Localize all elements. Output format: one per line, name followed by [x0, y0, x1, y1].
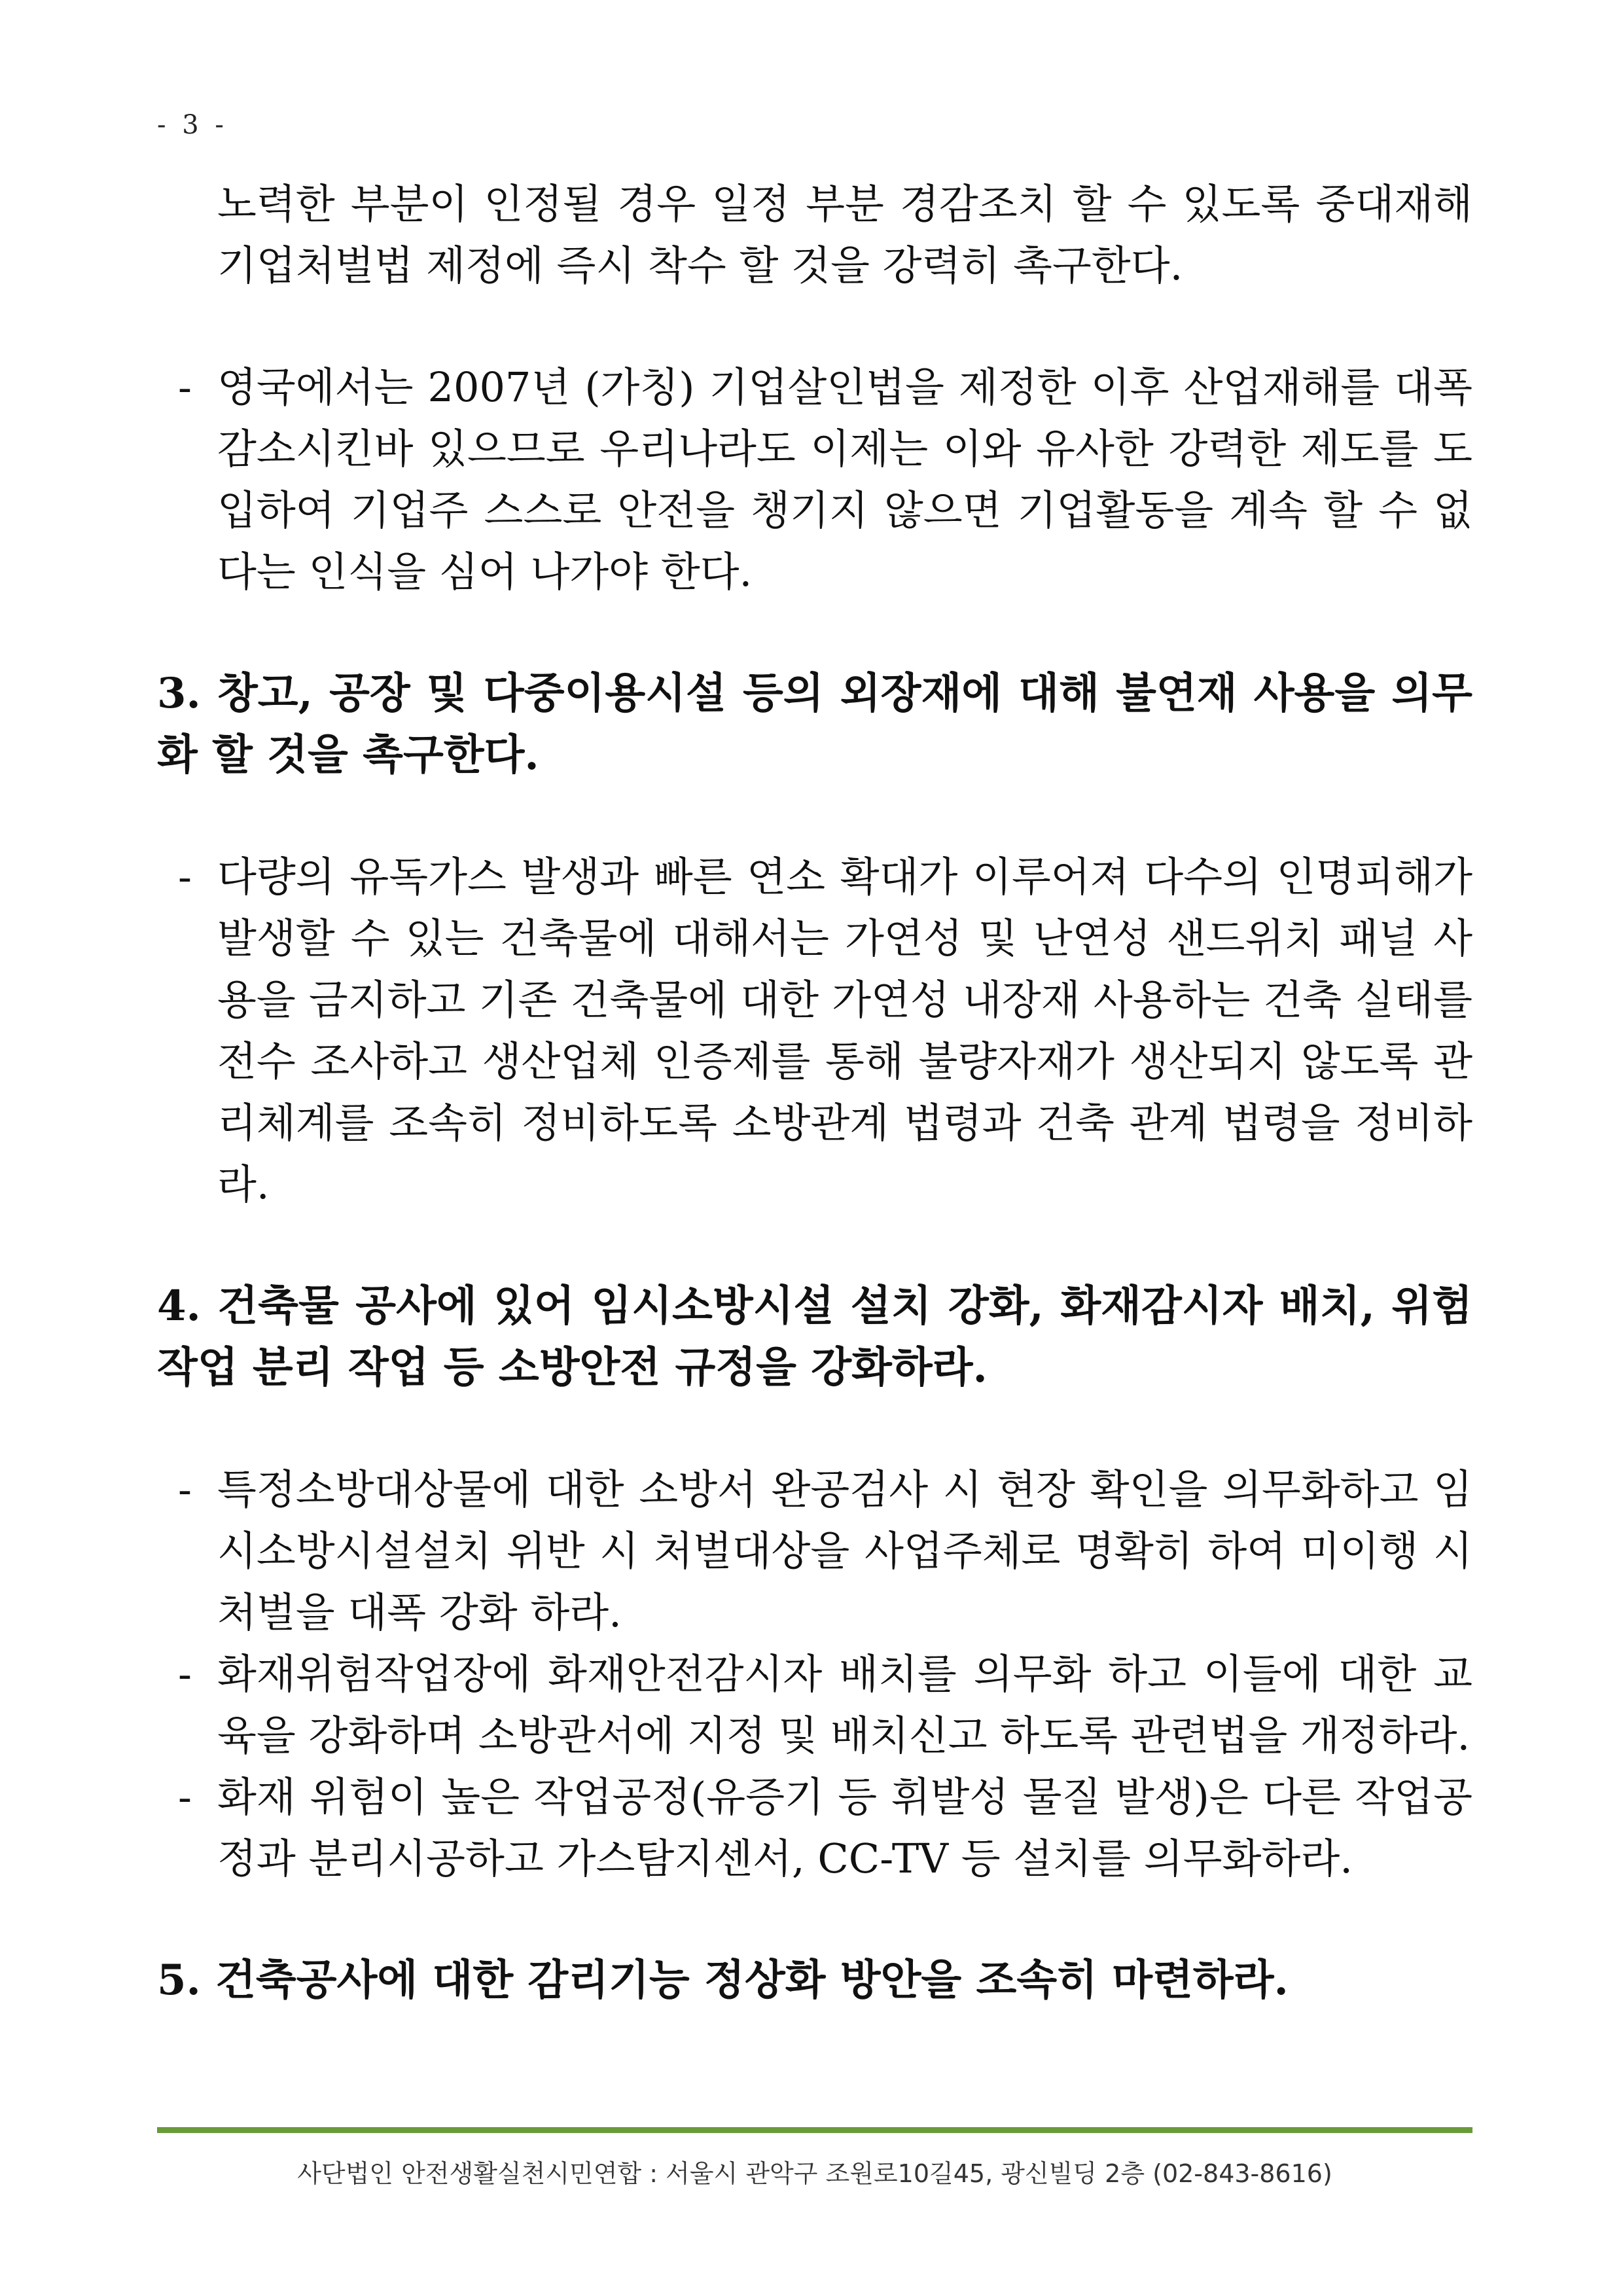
bullet-dash: -: [178, 363, 192, 411]
section-3-heading: 3. 창고, 공장 및 다중이용시설 등의 외장재에 대해 불연재 사용을 의무화 할 것을 촉구한다.: [157, 669, 1472, 780]
intro-paragraph: 노력한 부분이 인정될 경우 일정 부분 경감조치 할 수 있도록 중대재해기업처벌법 제정에 즉시 착수 할 것을 강력히 촉구한다.: [217, 180, 1472, 289]
bullet-text: 화재위험작업장에 화재안전감시자 배치를 의무화 하고 이들에 대한 교육을 강화하며 소방관서에 지정 및 배치신고 하도록 관련법을 개정하라.: [217, 1650, 1472, 1759]
bullet-dash: -: [178, 1773, 192, 1821]
bullet-dash: -: [178, 853, 192, 901]
bullet-text: 화재 위험이 높은 작업공정(유증기 등 휘발성 물질 발생)은 다른 작업공정과 분리시공하고 가스탐지센서, CC-TV 등 설치를 의무화하라.: [217, 1773, 1472, 1882]
bullet-text: 특정소방대상물에 대한 소방서 완공검사 시 현장 확인을 의무화하고 임시소방시설설치 위반 시 처벌대상을 사업주체로 명확히 하여 미이행 시 처벌을 대폭 강화 하라.: [217, 1465, 1472, 1636]
list-item: [157, 1459, 1472, 1643]
footer-divider: [157, 2127, 1472, 2133]
page-number: - 3 -: [157, 110, 228, 140]
section-4-heading: 4. 건축물 공사에 있어 임시소방시설 설치 강화, 화재감시자 배치, 위험작업 분리 작업 등 소방안전 규정을 강화하라.: [157, 1282, 1472, 1392]
section-4-bullets: [157, 1459, 1472, 1890]
list-item: [157, 846, 1472, 1215]
document-body: [157, 173, 1472, 2072]
list-item: [157, 1767, 1472, 1890]
footer-address: 사단법인 안전생활실천시민연합 : 서울시 관악구 조원로10길45, 광신빌딩 2층 (02-843-8616): [297, 2159, 1332, 2188]
bullet-text: 영국에서는 2007년 (가칭) 기업살인법을 제정한 이후 산업재해를 대폭 감소시킨바 있으므로 우리나라도 이제는 이와 유사한 강력한 제도를 도입하여 기업주 스스로 안전을 챙기지 않으면 기업활동을 계속 할 수 없다는 인식을 심어 나가야 한다.: [217, 363, 1472, 596]
section-5-heading: 5. 건축공사에 대한 감리기능 정상화 방안을 조속히 마련하라.: [157, 1956, 1289, 2005]
section-3-bullets: [157, 846, 1472, 1215]
bullet-text: 다량의 유독가스 발생과 빠른 연소 확대가 이루어져 다수의 인명피해가 발생할 수 있는 건축물에 대해서는 가연성 및 난연성 샌드위치 패널 사용을 금지하고 기존 건축물에 대한 가연성 내장재 사용하는 건축 실태를 전수 조사하고 생산업체 인증제를 통해 불량자재가 생산되지 않도록 관리체계를 조속히 정비하도록 소방관계 법령과 건축 관계 법령을 정비하라.: [217, 853, 1472, 1208]
bullet-dash: -: [178, 1465, 192, 1513]
list-item: [157, 1643, 1472, 1767]
bullet-uk: [157, 357, 1472, 603]
bullet-dash: -: [178, 1650, 192, 1698]
